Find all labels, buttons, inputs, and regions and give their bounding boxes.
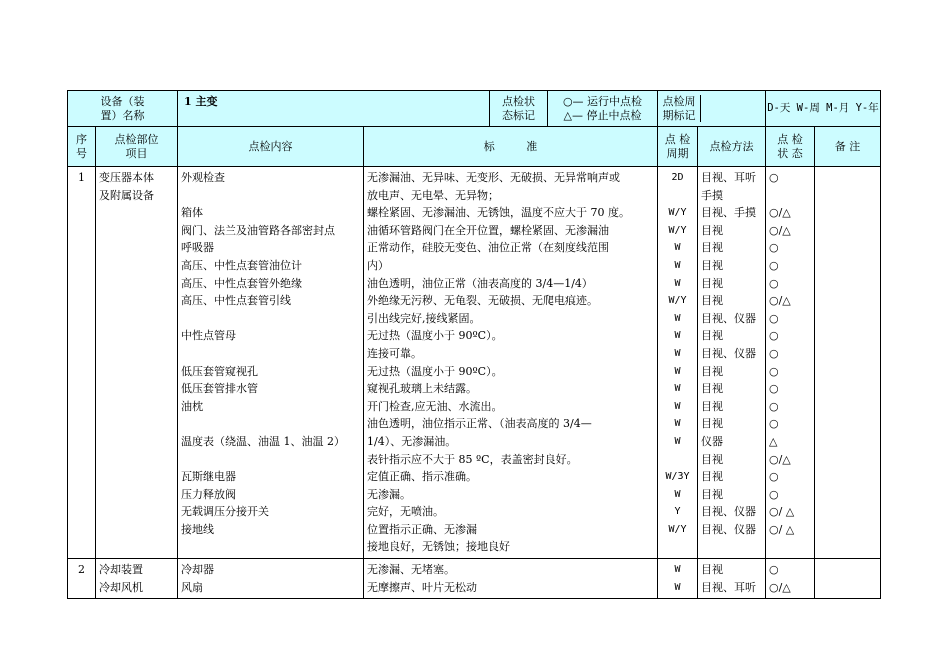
equipment-label-cell	[68, 91, 178, 127]
state-line: ○/△	[769, 452, 791, 466]
row-part-line: 及附属设备	[99, 188, 154, 202]
col-period-line2: 周期	[666, 146, 689, 160]
standard-line: 无渗漏、无堵塞。	[367, 563, 455, 577]
state-line: ○	[769, 487, 779, 501]
standard-line: 无过热（温度小于 90ºC）。	[367, 364, 503, 378]
standard-line: 无渗漏油、无异味、无变形、无破损、无异常响声或	[367, 171, 620, 184]
period-line: W/Y	[668, 207, 687, 219]
standard-line: 连接可靠。	[367, 346, 422, 360]
standard-line: 开门检查,应无油、水流出。	[367, 399, 503, 413]
row-part-cell	[96, 559, 178, 599]
state-line: ○	[769, 171, 779, 184]
content-line: 阀门、法兰及油管路各部密封点	[181, 223, 335, 237]
period-line: Y	[674, 506, 681, 518]
period-line: W	[674, 259, 681, 271]
method-line: 目视、仪器	[701, 346, 756, 360]
method-line: 目视	[701, 294, 723, 308]
row-seq: 2	[78, 563, 85, 577]
state-line: ○	[769, 311, 779, 325]
col-part	[96, 127, 178, 167]
content-line: 高压、中性点套管引线	[181, 294, 291, 308]
method-line: 手摸	[701, 188, 723, 202]
content-line: 冷却器	[181, 563, 214, 577]
method-line: 目视	[701, 382, 723, 396]
row-period-cell	[658, 559, 698, 599]
state-line: ○/△	[769, 223, 791, 237]
method-line: 目视、手摸	[701, 206, 756, 220]
col-method: 点检方法	[698, 127, 766, 167]
state-line: ○	[769, 563, 779, 577]
standard-line: 窥视孔玻璃上未结露。	[367, 382, 477, 396]
row-seq-cell	[68, 167, 96, 559]
state-line: ○/△	[769, 206, 791, 220]
standard-line: 内）	[367, 258, 389, 272]
method-line: 目视	[701, 364, 723, 378]
method-line: 目视	[701, 452, 723, 466]
state-line: ○/ △	[769, 505, 795, 519]
content-line: 温度表（绕温、油温 1、油温 2）	[181, 434, 345, 448]
method-line: 目视、耳听	[701, 171, 756, 184]
period-line	[661, 538, 694, 556]
method-line: 目视	[701, 241, 723, 255]
method-line: 目视	[701, 329, 723, 343]
period-line: W	[674, 330, 681, 342]
col-period-line1: 点 检	[664, 132, 691, 146]
col-content: 点检内容	[178, 127, 364, 167]
content-line: 油枕	[181, 399, 203, 413]
state-line: ○/△	[769, 580, 791, 594]
status-mark-label	[490, 91, 548, 127]
period-line	[661, 187, 694, 205]
standard-line: 定值正确、指示准确。	[367, 470, 477, 484]
state-line: ○	[769, 241, 779, 255]
standard-line: 无渗漏。	[367, 487, 411, 501]
standard-line: 无过热（温度小于 90ºC）。	[367, 329, 503, 343]
status-mark-line1: 点检状	[502, 94, 535, 108]
status-legend-line1: ○— 运行中点检	[562, 94, 643, 108]
state-line: ○	[769, 382, 779, 396]
content-line	[181, 538, 360, 556]
period-line: W	[674, 581, 681, 593]
row-content-cell	[178, 167, 364, 559]
method-line: 目视、仪器	[701, 311, 756, 325]
equipment-name: 1 主变	[178, 91, 490, 127]
standard-line: 外绝缘无污秽、无龟裂、无破损、无爬电痕迹。	[367, 294, 598, 308]
method-line: 目视、仪器	[701, 522, 756, 536]
standard-line: 位置指示正确、无渗漏	[367, 522, 477, 536]
content-line	[181, 310, 360, 328]
method-line: 目视、仪器	[701, 505, 756, 519]
standard-line: 接地良好，无锈蚀；接地良好	[367, 540, 510, 554]
state-line: ○	[769, 364, 779, 378]
period-line: W	[674, 488, 681, 500]
row-method-cell	[698, 559, 766, 599]
period-line	[661, 451, 694, 469]
period-line: W	[674, 242, 681, 254]
state-line: ○	[769, 470, 779, 484]
row-method-cell	[698, 167, 766, 559]
state-line	[769, 187, 811, 205]
standard-line: 油色透明，油位指示正常、（油表高度的 3/4—	[367, 417, 592, 431]
content-line	[181, 345, 360, 363]
period-line: W/Y	[668, 224, 687, 236]
period-mark-split	[658, 95, 765, 123]
row-standard-cell	[364, 559, 658, 599]
row-part-line: 变压器本体	[99, 171, 154, 184]
row-state-cell	[766, 559, 815, 599]
equipment-label-line1: 设备（装	[100, 94, 145, 108]
standard-line: 完好，无喷油。	[367, 505, 444, 519]
content-line: 高压、中性点套管油位计	[181, 258, 302, 272]
col-seq-line1: 序	[76, 132, 87, 146]
standard-line: 放电声、无电晕、无异物；	[367, 188, 499, 202]
standard-line: 油色透明，油位正常（油表高度的 3/4—1/4）	[367, 276, 593, 290]
period-line: W	[674, 347, 681, 359]
standard-line: 螺栓紧固、无渗漏油、无锈蚀，温度不应大于 70 度。	[367, 206, 630, 220]
row-part-cell	[96, 167, 178, 559]
method-line: 目视	[701, 563, 723, 577]
period-legend-spacer	[701, 95, 766, 123]
row-seq: 1	[78, 171, 85, 184]
content-line: 接地线	[181, 522, 214, 536]
method-line: 目视	[701, 399, 723, 413]
row-state-cell	[766, 167, 815, 559]
row-remark-cell	[815, 559, 881, 599]
col-period	[658, 127, 698, 167]
col-seq-line2: 号	[76, 146, 87, 160]
table-row	[68, 559, 881, 599]
state-line: △	[769, 434, 778, 448]
state-line	[769, 538, 811, 556]
content-line: 中性点管母	[181, 329, 236, 343]
row-content-cell	[178, 559, 364, 599]
col-part-line2: 项目	[125, 146, 148, 160]
inspection-sheet	[67, 90, 881, 599]
status-mark-line2: 态标记	[502, 108, 535, 122]
period-mark-line2: 期标记	[662, 108, 696, 122]
col-part-line1: 点检部位	[114, 132, 159, 146]
col-state-line2: 状 态	[777, 146, 803, 160]
content-line	[181, 415, 360, 433]
period-line: W	[674, 277, 681, 289]
header-row	[68, 91, 881, 127]
content-line	[181, 451, 360, 469]
content-line: 呼吸器	[181, 241, 214, 255]
period-mark-line1: 点检周	[662, 94, 696, 108]
period-line: W/Y	[668, 295, 687, 307]
period-mark-text	[658, 95, 701, 123]
content-line: 箱体	[181, 206, 203, 220]
period-legend: D-天 W-周 M-月 Y-年	[766, 91, 881, 127]
status-legend-line2: △— 停止中点检	[563, 108, 642, 122]
status-legend	[548, 91, 658, 127]
state-line: ○	[769, 276, 779, 290]
method-line: 目视、耳听	[701, 580, 756, 594]
content-line: 低压套管排水管	[181, 382, 258, 396]
period-line: W	[674, 383, 681, 395]
period-line: W	[674, 435, 681, 447]
method-line: 仪器	[701, 434, 723, 448]
content-line: 压力释放阀	[181, 487, 236, 501]
content-line: 瓦斯继电器	[181, 470, 236, 484]
period-line: W	[674, 312, 681, 324]
standard-line: 正常动作，硅胶无变色、油位正常（在刻度线范围	[367, 241, 609, 255]
period-line: 2D	[671, 172, 684, 183]
method-line: 目视	[701, 470, 723, 484]
period-line: W/Y	[668, 523, 687, 535]
row-seq-cell	[68, 559, 96, 599]
state-line: ○	[769, 417, 779, 431]
period-line: W/3Y	[665, 471, 690, 483]
content-line: 外观检查	[181, 171, 225, 184]
row-period-cell	[658, 167, 698, 559]
state-line: ○	[769, 399, 779, 413]
row-part-line: 冷却风机	[99, 580, 143, 594]
period-line: W	[674, 564, 681, 576]
period-mark-label	[658, 91, 766, 127]
row-remark-cell	[815, 167, 881, 559]
method-line: 目视	[701, 417, 723, 431]
period-line: W	[674, 418, 681, 430]
standard-line: 引出线完好,接线紧固。	[367, 311, 481, 325]
col-remark: 备 注	[815, 127, 881, 167]
content-line: 风扇	[181, 580, 203, 594]
equipment-label-line2: 置）名称	[100, 108, 145, 122]
state-line: ○/ △	[769, 522, 795, 536]
standard-line: 无摩擦声、叶片无松动	[367, 580, 477, 594]
col-state	[766, 127, 815, 167]
method-line	[701, 538, 762, 556]
column-header-row	[68, 127, 881, 167]
inspection-table	[67, 90, 881, 599]
method-line: 目视	[701, 487, 723, 501]
state-line: ○/△	[769, 294, 791, 308]
content-line: 低压套管窥视孔	[181, 364, 258, 378]
table-row	[68, 167, 881, 559]
state-line: ○	[769, 346, 779, 360]
standard-line: 油循环管路阀门在全开位置，螺栓紧固、无渗漏油	[367, 223, 609, 237]
period-line: W	[674, 400, 681, 412]
row-standard-cell	[364, 167, 658, 559]
col-state-line1: 点 检	[777, 132, 803, 146]
state-line: ○	[769, 258, 779, 272]
period-line: W	[674, 365, 681, 377]
col-seq	[68, 127, 96, 167]
col-standard: 标 准	[364, 127, 658, 167]
method-line: 目视	[701, 258, 723, 272]
content-line: 高压、中性点套管外绝缘	[181, 276, 302, 290]
standard-line: 1/4）、无渗漏油。	[367, 434, 457, 448]
method-line: 目视	[701, 223, 723, 237]
standard-line: 表针指示应不大于 85 ºC，表盖密封良好。	[367, 452, 578, 466]
row-part-line: 冷却装置	[99, 563, 143, 577]
content-line	[181, 187, 360, 205]
state-line: ○	[769, 329, 779, 343]
method-line: 目视	[701, 276, 723, 290]
content-line: 无载调压分接开关	[181, 505, 269, 519]
